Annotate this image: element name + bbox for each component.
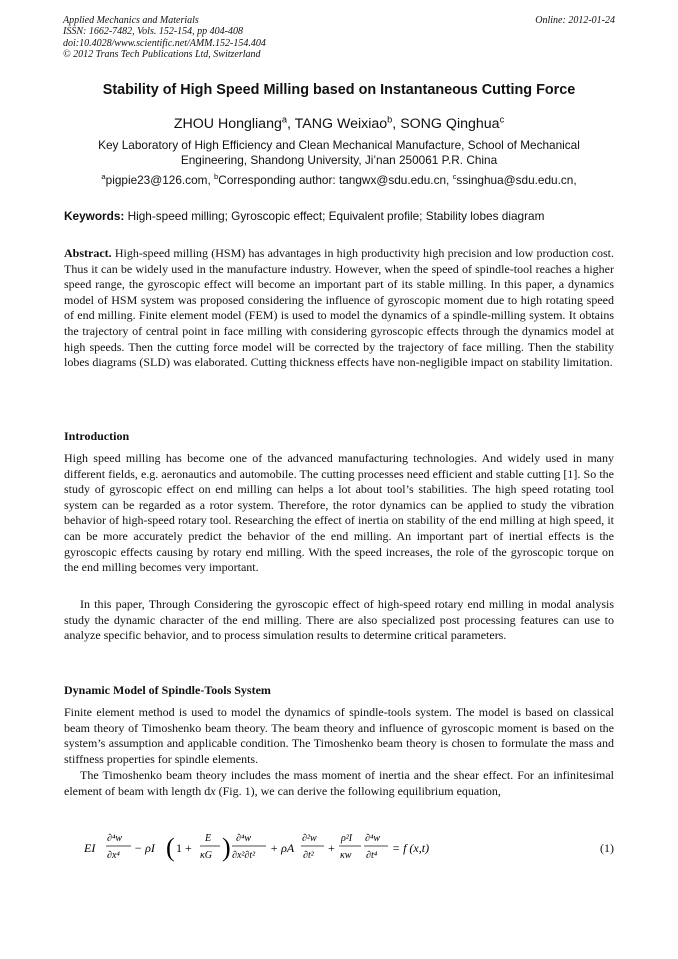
intro-paragraph-1: High speed milling has become one of the advanced manufacturing technologies. And widely used in many different fields, e.g. aeronautics and automobile. The cutting processes need efficient and stable cutting [1]. So the study of gyroscopic effect on end milling can helps a lot about tool’s stabilities. The high speed rotating tool system can be regarded as a rotor system. Therefore, the rotor dynamics can be applied to study the vibration behavior of high-speed rotary tool. Researching the effect of inertia on stability of the end milling at high speed, it can be more accurately predict the behavior of the end milling. An important part of inertial effects is the gyroscopic effects causing by rotary end milling. With the speed increases, the role of the gyroscopic torque on the end milling becomes very important.: [64, 451, 614, 575]
paragraph-text: The Timoshenko beam theory includes the mass moment of inertia and the shear effect. For an infinitesimal element of beam with length d: [64, 768, 614, 798]
email-b: Corresponding author: tangwx@sdu.edu.cn,: [218, 173, 453, 187]
eq-rho2i: ρ²I: [341, 833, 353, 844]
eq-dt2: ∂t²: [303, 850, 314, 861]
author-name: TANG Weixiao: [294, 116, 388, 132]
author-name: SONG Qinghua: [400, 116, 500, 132]
author-mark: c: [499, 114, 505, 125]
right-paren: ): [222, 833, 231, 862]
email-mark: c: [452, 172, 457, 182]
issn-line: ISSN: 1662-7482, Vols. 152-154, pp 404-408: [63, 26, 243, 38]
eq-d4w-2: ∂⁴w: [236, 833, 252, 844]
journal-name: Applied Mechanics and Materials: [63, 15, 199, 26]
author-separator: ,: [287, 116, 295, 132]
author-emails: [0, 173, 678, 187]
eq-e: E: [205, 833, 212, 844]
keywords: [64, 209, 544, 223]
eq-rhs: = f (x,t): [392, 841, 430, 855]
section-heading-introduction: Introduction: [64, 429, 130, 443]
author-mark: a: [281, 114, 287, 125]
equation-1: [84, 825, 614, 875]
variable-x: x: [210, 783, 216, 798]
author-separator: ,: [392, 116, 401, 132]
doi-line: doi:10.4028/www.scientific.net/AMM.152-154.404: [63, 37, 266, 49]
section-heading-dynamic-model: Dynamic Model of Spindle-Tools System: [64, 683, 271, 697]
eq-one-plus: 1 +: [176, 841, 192, 855]
author-name: ZHOU Hongliang: [173, 116, 282, 132]
online-date: Online: 2012-01-24: [535, 15, 615, 26]
eq-kw: κw: [340, 850, 352, 861]
paper-title: Stability of High Speed Milling based on Instantaneous Cutting Force: [102, 82, 576, 98]
left-paren: (: [166, 833, 175, 862]
email-mark: a: [101, 172, 106, 182]
eq-dx4: ∂x⁴: [107, 850, 120, 861]
eq-d4w: ∂⁴w: [107, 833, 123, 844]
abstract: [64, 246, 614, 371]
keywords-text: High-speed milling; Gyroscopic effect; Equivalent profile; Stability lobes diagram: [124, 209, 545, 223]
eq-dx2dt2: ∂x²∂t²: [232, 850, 256, 861]
equation-number: (1): [600, 841, 614, 855]
email-a: pigpie23@126.com,: [105, 173, 215, 187]
affiliation: Key Laboratory of High Efficiency and Clean Mechanical Manufacture, School of Mechanical Engineering, Shandong University, Ji’nan 250061 P.R. China: [98, 138, 580, 167]
eq-minus-rhoi: − ρI: [134, 841, 155, 855]
email-c: ssinghua@sdu.edu.cn,: [456, 173, 577, 187]
paragraph-text: (Fig. 1), we can derive the following equilibrium equation,: [215, 783, 501, 798]
eq-plus-rhoa: + ρA: [270, 841, 295, 855]
eq-plus: +: [328, 841, 335, 855]
abstract-label: Abstract.: [64, 246, 112, 260]
eq-d4w-3: ∂⁴w: [365, 833, 381, 844]
intro-paragraph-2: In this paper, Through Considering the gyroscopic effect of high-speed rotary end milling in modal analysis study the dynamic character of the end milling. There are also specialized post processing features can use to analyze specific behavior, and to process simulation results to determine critical parameters.: [64, 597, 614, 643]
keywords-label: Keywords:: [64, 209, 125, 223]
dynamic-model-paragraph-2: [64, 768, 614, 799]
eq-ei: EI: [84, 841, 96, 855]
eq-d2w: ∂²w: [302, 833, 317, 844]
abstract-text: High-speed milling (HSM) has advantages in high productivity high precision and low production cost. Thus it can be widely used in the manufacture industry. However, when the speed of spindle-tool reaches a higher speed range, the gyroscopic effect will become an important part of its stable milling. In this paper, a dynamics model of HSM system was proposed considering the influence of gyroscopic moment due to high rotating speed of end milling. Finite element model (FEM) is used to model the dynamics of a spindle-milling system. It obtains the trajectory of central point in face milling with considering gyroscopic effects through the dynamics model at high speeds. Then the cutting force model will be corrected by the trajectory of face milling. Then the stability lobes diagrams (SLD) was elaborated. Cutting thickness effects have non-negligible impact on stability limitation.: [64, 246, 614, 370]
copyright-line: © 2012 Trans Tech Publications Ltd, Switzerland: [63, 48, 261, 60]
eq-kg: κG: [200, 850, 213, 861]
dynamic-model-paragraph-1: Finite element method is used to model the dynamics of spindle-tools system. The model is based on classical beam theory of Timoshenko beam theory. The beam theory and influence of gyroscopic moment is based on the system’s assumption and applicable condition. The Timoshenko beam theory is chosen to formulate the mass and stiffness properties for spindle elements.: [64, 705, 614, 766]
eq-dt4: ∂t⁴: [366, 850, 378, 861]
author-mark: b: [387, 114, 393, 125]
email-mark: b: [214, 172, 219, 182]
journal-header: [63, 15, 615, 60]
equation-graphic: [84, 825, 554, 875]
author-list: [0, 116, 678, 132]
